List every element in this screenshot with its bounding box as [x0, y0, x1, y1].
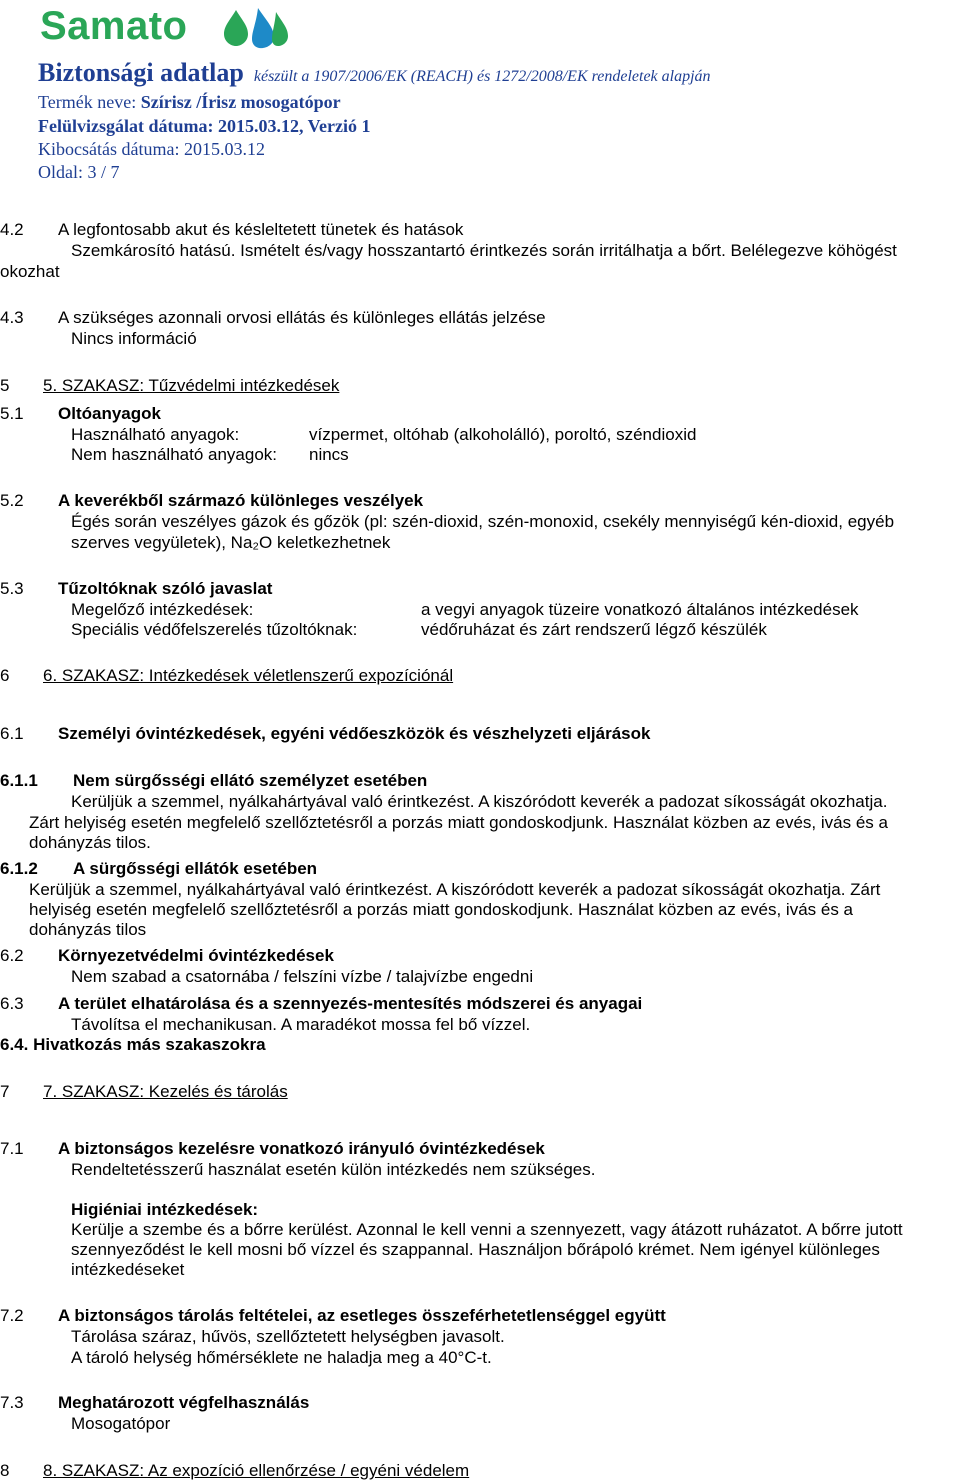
section-6-2-title: Környezetvédelmi óvintézkedések — [58, 946, 334, 965]
section-4-3-title: A szükséges azonnali orvosi ellátás és különleges ellátás jelzése — [58, 308, 546, 327]
usable-agents-value: vízpermet, oltóhab (alkoholálló), poroltó, széndioxid — [309, 425, 697, 444]
section-6-1-2-title: A sürgősségi ellátók esetében — [73, 859, 318, 878]
section-4-3-text: Nincs információ — [71, 329, 197, 348]
section-7-1-title: A biztonságos kezelésre vonatkozó irányuló óvintézkedések — [58, 1139, 545, 1158]
hygiene-measures-text-2: szennyeződést le kell mosni bő vízzel és szappannal. Használjon bőrápoló krémet. Nem igényel különleges — [71, 1240, 880, 1259]
section-7-1-number: 7.1 — [0, 1139, 24, 1158]
unusable-agents-label: Nem használható anyagok: — [71, 445, 278, 464]
section-7-number: 7 — [0, 1082, 10, 1101]
logo-text: Samato — [40, 4, 188, 48]
section-5-title: 5. SZAKASZ: Tűzvédelmi intézkedések — [43, 376, 340, 395]
section-6-1-1-number: 6.1.1 — [0, 771, 38, 790]
section-4-2-text-1: Szemkárosító hatású. Ismételt és/vagy hosszantartó érintkezés során irritálhatja a bőrt. Belélegezve köhögést — [71, 241, 897, 260]
section-7-2-text-2: A tároló helység hőmérséklete ne haladja meg a 40°C-t. — [71, 1348, 492, 1367]
hygiene-measures-title: Higiéniai intézkedések: — [71, 1200, 259, 1219]
section-6-1-1-text-3: dohányzás tilos. — [29, 833, 151, 852]
unusable-agents-value: nincs — [309, 445, 349, 464]
revision-date: Felülvizsgálat dátuma: 2015.03.12, Verzió 1 — [38, 116, 371, 136]
section-5-2-text-2: szerves vegyületek), Na₂O keletkezhetnek — [71, 533, 391, 552]
section-5-2-text-1: Égés során veszélyes gázok és gőzök (pl: szén-dioxid, szén-monoxid, csekély mennyiségű kén-dioxid, egyéb — [71, 512, 895, 531]
section-6-1-1-text-1: Kerüljük a szemmel, nyálkahártyával való érintkezést. A kiszóródott keverék a padozat síkosságát okozhatja. — [71, 792, 888, 811]
section-4-2-number: 4.2 — [0, 220, 24, 239]
section-6-4-title: 6.4. Hivatkozás más szakaszokra — [0, 1035, 266, 1054]
section-5-3-number: 5.3 — [0, 579, 24, 598]
section-7-title: 7. SZAKASZ: Kezelés és tárolás — [43, 1082, 288, 1101]
section-6-3-text: Távolítsa el mechanikusan. A maradékot mossa fel bő vízzel. — [71, 1015, 531, 1034]
section-6-1-1-title: Nem sürgősségi ellátó személyzet esetében — [73, 771, 428, 790]
section-6-1-2-text-1: Kerüljük a szemmel, nyálkahártyával való érintkezést. A kiszóródott keverék a padozat síkosságát okozhatja. Zárt — [29, 880, 881, 899]
section-5-number: 5 — [0, 376, 10, 395]
product-label: Termék neve: — [38, 92, 141, 112]
section-4-2-text-2: okozhat — [0, 262, 60, 281]
section-6-3-title: A terület elhatárolása és a szennyezés-mentesítés módszerei és anyagai — [58, 994, 643, 1013]
section-4-3-number: 4.3 — [0, 308, 24, 327]
section-5-1-number: 5.1 — [0, 404, 24, 423]
preventive-measures-value: a vegyi anyagok tüzeire vonatkozó általános intézkedések — [421, 600, 859, 619]
section-6-2-number: 6.2 — [0, 946, 24, 965]
hygiene-measures-text-3: intézkedéseket — [71, 1260, 185, 1279]
hygiene-measures-text-1: Kerülje a szembe és a bőrre kerülést. Azonnal le kell venni a szennyezett, vagy átázott ruházatot. A bőrre jutott — [71, 1220, 903, 1239]
section-5-2-number: 5.2 — [0, 491, 24, 510]
product-name: Szírisz /Írisz mosogatópor — [140, 92, 341, 112]
section-6-1-2-text-2: helyiség esetén megfelelő szellőztetésről a porzás miatt gondoskodjunk. Használat közben az evés, ivás és a — [29, 900, 854, 919]
section-6-1-number: 6.1 — [0, 724, 24, 743]
section-6-2-text: Nem szabad a csatornába / felszíni vízbe / talajvízbe engedni — [71, 967, 534, 986]
section-7-2-text-1: Tárolása száraz, hűvös, szellőztetett helységben javasolt. — [71, 1327, 505, 1346]
section-6-3-number: 6.3 — [0, 994, 24, 1013]
section-6-1-2-number: 6.1.2 — [0, 859, 38, 878]
usable-agents-label: Használható anyagok: — [71, 425, 240, 444]
section-7-2-title: A biztonságos tárolás feltételei, az esetleges összeférhetetlenséggel együtt — [58, 1306, 666, 1325]
section-6-1-1-text-2: Zárt helyiség esetén megfelelő szellőztetésről a porzás miatt gondoskodjunk. Használat közben az evés, ivás és a — [29, 813, 888, 832]
section-6-number: 6 — [0, 666, 10, 685]
firefighter-equipment-label: Speciális védőfelszerelés tűzoltóknak: — [71, 620, 358, 639]
document-title-line — [38, 58, 711, 88]
section-6-1-title: Személyi óvintézkedések, egyéni védőeszközök és vészhelyzeti eljárások — [58, 724, 651, 743]
section-5-1-title: Oltóanyagok — [58, 404, 161, 423]
document-title: Biztonsági adatlap — [38, 58, 244, 87]
section-8-title: 8. SZAKASZ: Az expozíció ellenőrzése / egyéni védelem — [43, 1461, 470, 1480]
document-subtitle: készült a 1907/2006/EK (REACH) és 1272/2008/EK rendeletek alapján — [253, 68, 711, 85]
water-drops-icon — [222, 6, 306, 50]
section-5-3-title: Tűzoltóknak szóló javaslat — [58, 579, 273, 598]
section-7-3-title: Meghatározott végfelhasználás — [58, 1393, 310, 1412]
section-5-2-title: A keverékből származó különleges veszélyek — [58, 491, 424, 510]
issue-date: Kibocsátás dátuma: 2015.03.12 — [38, 139, 265, 159]
firefighter-equipment-value: védőruházat és zárt rendszerű légző készülék — [421, 620, 767, 639]
section-8-number: 8 — [0, 1461, 10, 1480]
preventive-measures-label: Megelőző intézkedések: — [71, 600, 254, 619]
section-7-3-number: 7.3 — [0, 1393, 24, 1412]
page-number: Oldal: 3 / 7 — [38, 162, 120, 182]
section-7-1-text: Rendeltetésszerű használat esetén külön intézkedés nem szükséges. — [71, 1160, 596, 1179]
section-7-2-number: 7.2 — [0, 1306, 24, 1325]
section-4-2-title: A legfontosabb akut és késleltetett tünetek és hatások — [58, 220, 464, 239]
section-6-1-2-text-3: dohányzás tilos — [29, 920, 147, 939]
section-6-title: 6. SZAKASZ: Intézkedések véletlenszerű expozíciónál — [43, 666, 454, 685]
section-7-3-text: Mosogatópor — [71, 1414, 171, 1433]
product-line — [38, 92, 341, 113]
